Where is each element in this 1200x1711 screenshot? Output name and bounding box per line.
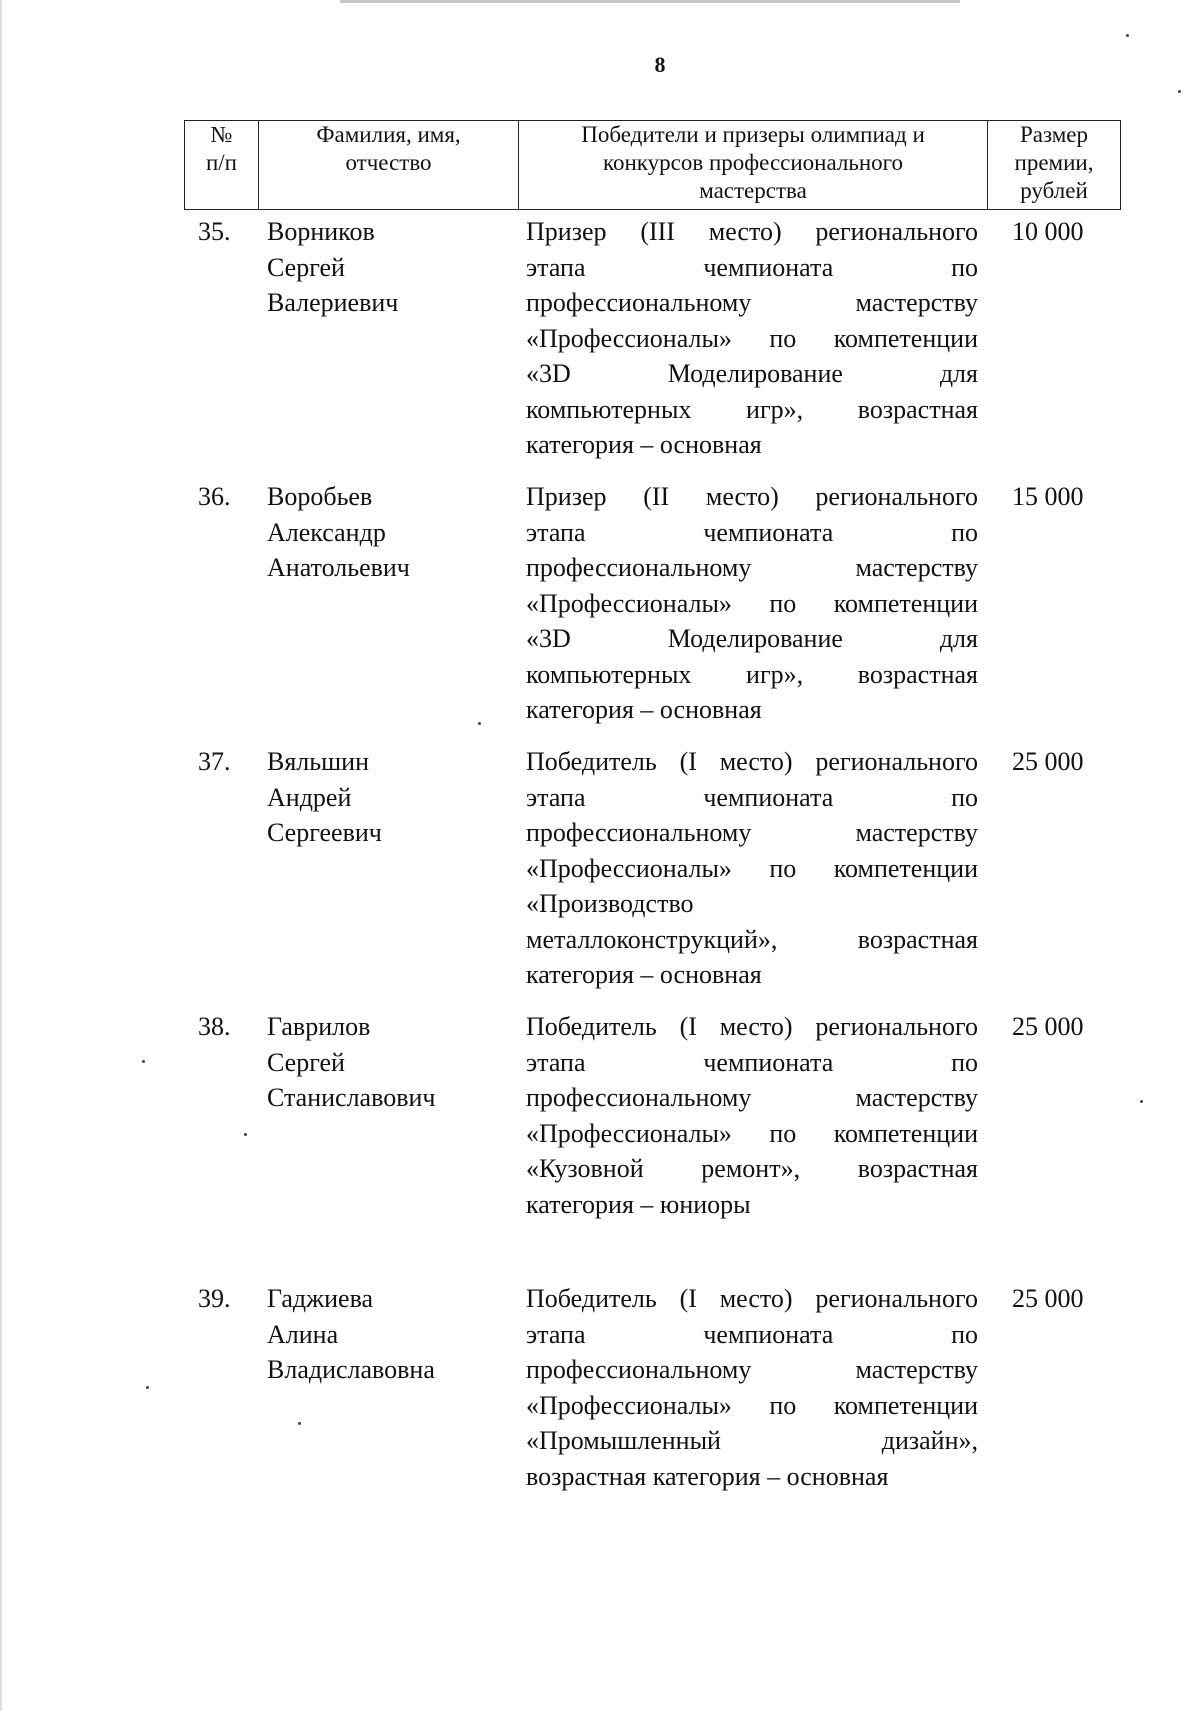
achievement-description-line: компьютерных игр», возрастная [526,659,978,689]
header-col-amount-line: премии, [1014,150,1094,175]
row-number: 38. [198,1012,231,1041]
award-amount: 15 000 [1012,482,1084,511]
header-col-number-line: № [210,122,233,147]
row-number: 37. [198,747,231,776]
recipient-name [267,1009,517,1116]
scan-speck [142,1060,145,1063]
recipient-name-line: Анатольевич [267,553,410,582]
achievement-description-line: категория – основная [526,960,762,989]
achievement-description-line: Победитель (I место) регионального [526,1284,978,1313]
recipient-name [267,744,517,851]
achievement-description [526,1009,978,1222]
scan-speck [244,1133,247,1136]
achievement-description-line: металлоконструкций», возрастная [526,924,978,954]
achievement-description-line: этапа чемпионата по [526,252,978,282]
achievement-description-line: категория – основная [526,695,762,724]
achievement-description-line: компьютерных игр», возрастная [526,394,978,424]
achievement-description-line: «3D Моделирование для [526,624,978,653]
recipient-name-line: Сергеевич [267,818,382,847]
recipient-name-line: Гаджиева [267,1284,374,1313]
achievement-description-line: категория – юниоры [526,1189,751,1219]
recipient-name-line: Александр [267,517,386,547]
recipient-name-line: Гаврилов [267,1012,371,1041]
recipient-name-line: Валериевич [267,288,399,317]
achievement-description-line: «Кузовной ремонт», возрастная [526,1154,978,1183]
recipient-name-line: Станиславович [267,1083,436,1112]
achievement-description-line: этапа чемпионата по [526,1047,978,1077]
page-number: 8 [654,52,666,77]
recipient-name-line: Ворников [267,217,375,246]
scan-speck [478,722,481,725]
achievement-description [526,214,978,463]
achievement-description-line: профессиональному мастерству [526,553,978,582]
recipient-name-line: Андрей [267,782,352,812]
achievement-description [526,479,978,728]
header-col-description-line: Победители и призеры олимпиад и [581,122,925,147]
achievement-description-line: «3D Моделирование для [526,359,978,388]
row-number: 35. [198,217,231,246]
scan-speck [298,1422,301,1425]
achievement-description-line: этапа чемпионата по [526,517,978,547]
achievement-description-line: Победитель (I место) регионального [526,747,978,776]
award-amount: 10 000 [1012,217,1084,246]
header-col-amount-line: Размер [1019,122,1089,147]
award-amount: 25 000 [1012,1012,1084,1041]
recipient-name [267,479,517,586]
achievement-description-line: «Производство [526,889,694,918]
achievement-description-line: профессиональному мастерству [526,288,978,317]
scan-speck [1126,34,1129,37]
achievement-description-line: Призер (III место) регионального [526,217,978,246]
scan-speck [1178,90,1181,93]
recipient-name-line: Алина [267,1319,339,1349]
achievement-description [526,1281,978,1494]
header-col-description-line: конкурсов профессионального [602,150,904,175]
header-col-description-line: мастерства [699,178,807,203]
scan-speck [146,1386,149,1389]
achievement-description-line: «Профессионалы» по компетенции [526,588,978,618]
row-number: 36. [198,482,231,511]
award-amount: 25 000 [1012,1284,1084,1313]
achievement-description-line: этапа чемпионата по [526,782,978,812]
recipient-name [267,214,517,321]
achievement-description-line: профессиональному мастерству [526,1083,978,1112]
recipient-name-line: Владиславовна [267,1355,435,1384]
achievement-description-line: возрастная категория – основная [526,1461,889,1491]
achievement-description-line: Призер (II место) регионального [526,482,978,511]
achievement-description-line: «Профессионалы» по компетенции [526,1390,978,1420]
scan-speck [1140,1100,1143,1103]
achievement-description-line: «Профессионалы» по компетенции [526,853,978,883]
achievement-description-line: Победитель (I место) регионального [526,1012,978,1041]
recipient-name-line: Вяльшин [267,747,369,776]
recipient-name-line: Сергей [267,1047,345,1077]
achievement-description-line: профессиональному мастерству [526,1355,978,1384]
header-col-name-line: отчество [345,150,432,175]
recipient-name-line: Сергей [267,252,345,282]
achievement-description-line: «Промышленный дизайн», [526,1426,978,1455]
achievement-description-line: «Профессионалы» по компетенции [526,323,978,353]
achievement-description-line: этапа чемпионата по [526,1319,978,1349]
recipient-name-line: Воробьев [267,482,373,511]
header-col-name-line: Фамилия, имя, [316,122,461,147]
header-col-amount-line: рублей [1020,178,1088,203]
achievement-description-line: категория – основная [526,430,762,459]
achievement-description-line: профессиональному мастерству [526,818,978,847]
recipient-name [267,1281,517,1388]
achievement-description [526,744,978,993]
achievement-description-line: «Профессионалы» по компетенции [526,1118,978,1148]
row-number: 39. [198,1284,231,1313]
header-col-number-line: п/п [205,150,237,175]
award-amount: 25 000 [1012,747,1084,776]
